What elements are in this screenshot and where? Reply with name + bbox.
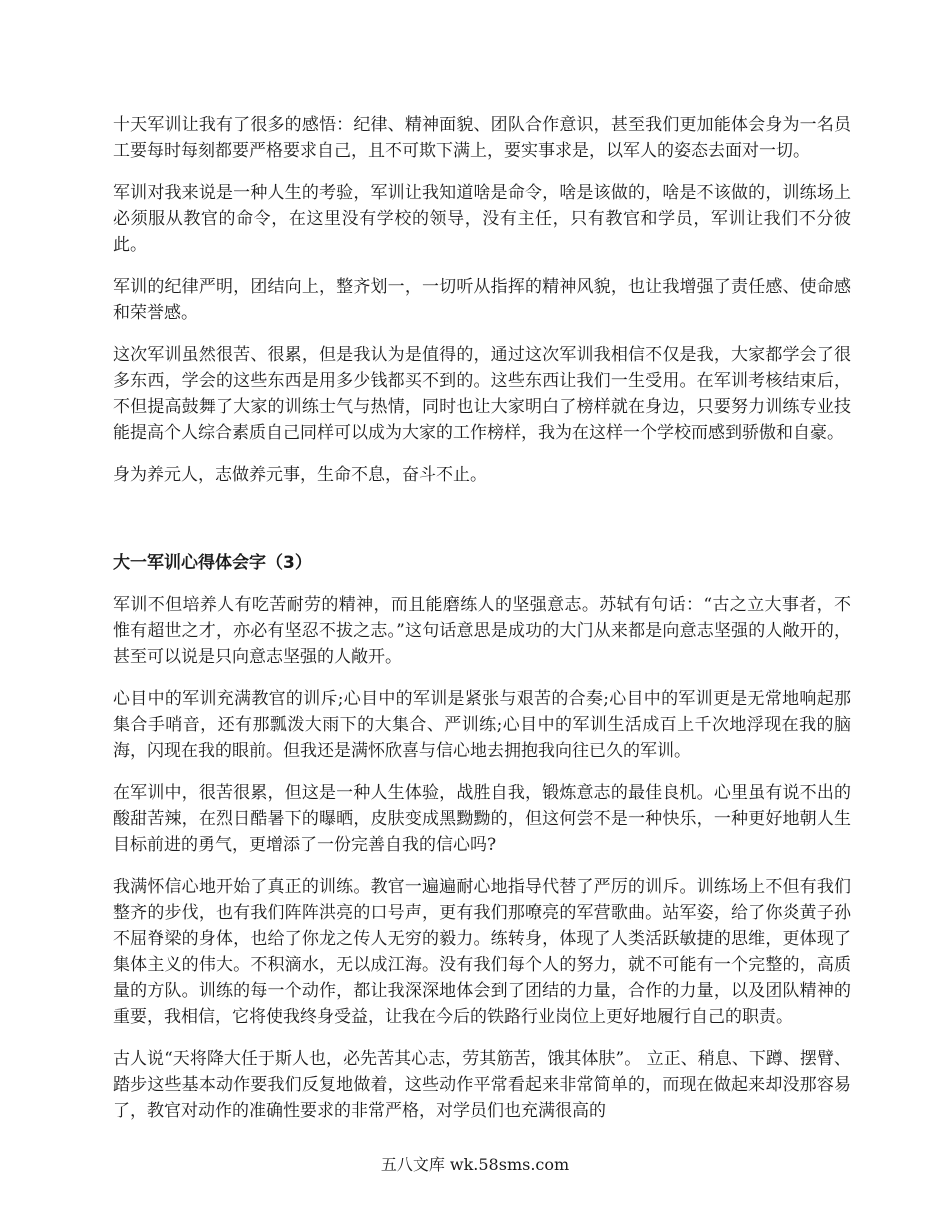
paragraph: 我满怀信心地开始了真正的训练。教官一遍遍耐心地指导代替了严厉的训斥。训练场上不但有我们整齐的步伐，也有我们阵阵洪亮的口号声，更有我们那嘹亮的军营歌曲。站军姿，给了你炎黄子孙不屈脊梁的身体，也给了你龙之传人无穷的毅力。练转身，体现了人类活跃敏捷的思维，更体现了集体主义的伟大。不积滴水，无以成江海。没有我们每个人的努力，就不可能有一个完整的，高质量的方队。训练的每一个动作，都让我深深地体会到了团结的力量，合作的力量，以及团队精神的重要，我相信，它将使我终身受益，让我在今后的铁路行业岗位上更好地履行自己的职责。 <box>113 877 851 1027</box>
paragraph: 十天军训让我有了很多的感悟：纪律、精神面貌、团队合作意识，甚至我们更加能体会身为一名员工要每时每刻都要严格要求自己，且不可欺下满上，要实事求是，以军人的姿态去面对一切。 <box>113 115 851 161</box>
paragraph: 军训不但培养人有吃苦耐劳的精神，而且能磨练人的坚强意志。苏轼有句话：“古之立大事者，不惟有超世之才，亦必有坚忍不拔之志。”这句话意思是成功的大门从来都是向意志坚强的人敞开的，甚至可以说是只向意志坚强的人敞开。 <box>113 595 851 667</box>
paragraph: 心目中的军训充满教官的训斥;心目中的军训是紧张与艰苦的合奏;心目中的军训更是无常地响起那集合手哨音，还有那瓢泼大雨下的大集合、严训练;心目中的军训生活成百上千次地浮现在我的脑海，闪现在我的眼前。但我还是满怀欣喜与信心地去拥抱我向往已久的军训。 <box>113 689 852 761</box>
document-body <box>113 112 851 1140</box>
paragraph: 在军训中，很苦很累，但这是一种人生体验，战胜自我，锻炼意志的最佳良机。心里虽有说不出的酸甜苦辣，在烈日酷暑下的曝晒，皮肤变成黑黝黝的，但这何尝不是一种快乐，一种更好地朝人生目标前进的勇气，更增添了一份完善自我的信心吗? <box>113 783 851 855</box>
paragraph: 这次军训虽然很苦、很累，但是我认为是值得的，通过这次军训我相信不仅是我，大家都学会了很多东西，学会的这些东西是用多少钱都买不到的。这些东西让我们一生受用。在军训考核结束后，不但提高鼓舞了大家的训练士气与热情，同时也让大家明白了榜样就在身边，只要努力训练专业技能提高个人综合素质自己同样可以成为大家的工作榜样，我为在这样一个学校而感到骄傲和自豪。 <box>113 345 851 443</box>
paragraph: 古人说“天将降大任于斯人也，必先苦其心志，劳其筋苦，饿其体肤”。 立正、稍息、下蹲、摆臂、踏步这些基本动作要我们反复地做着，这些动作平常看起来非常简单的，而现在做起来却没那容易了，教官对动作的准确性要求的非常严格，对学员们也充满很高的 <box>113 1049 851 1121</box>
paragraph: 军训对我来说是一种人生的考验，军训让我知道啥是命令，啥是该做的，啥是不该做的，训练场上必须服从教官的命令，在这里没有学校的领导，没有主任，只有教官和学员，军训让我们不分彼此。 <box>113 183 851 255</box>
page-footer: 五八文库 wk.58sms.com <box>380 1155 570 1174</box>
paragraph: 身为养元人，志做养元事，生命不息，奋斗不止。 <box>113 465 487 485</box>
paragraph: 军训的纪律严明，团结向上，整齐划一，一切听从指挥的精神风貌，也让我增强了责任感、使命感和荣誉感。 <box>113 277 851 323</box>
section-heading: 大一军训心得体会字（3） <box>113 553 312 573</box>
